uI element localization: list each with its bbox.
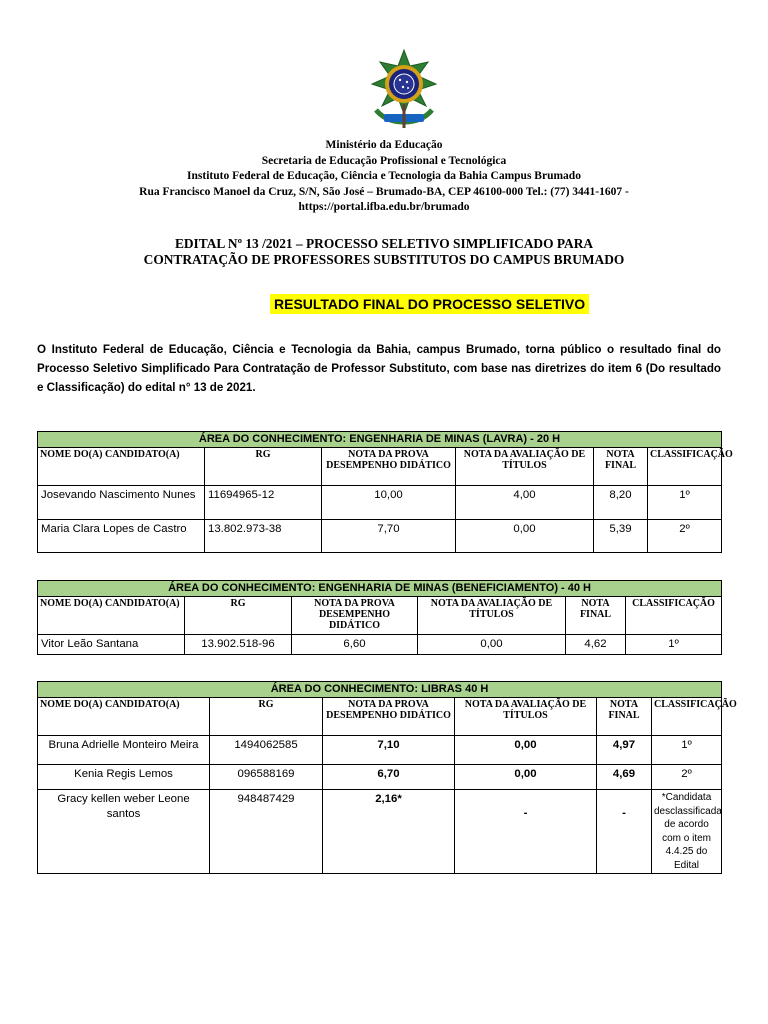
candidate-rg: 13.802.973-38: [205, 520, 322, 553]
candidate-rg: 13.902.518-96: [185, 635, 292, 655]
classification: 2º: [652, 765, 722, 790]
col-header-name: NOME DO(A) CANDIDATO(A): [38, 698, 210, 736]
score-titulos: 0,00: [455, 736, 597, 765]
score-final: 4,69: [597, 765, 652, 790]
candidate-rg: 948487429: [210, 790, 323, 874]
score-final: -: [597, 790, 652, 874]
col-header-titulos: NOTA DA AVALIAÇÃO DE TÍTULOS: [418, 597, 566, 635]
col-header-classificacao: CLASSIFICAÇÃO: [652, 698, 722, 736]
edital-title: [0, 236, 768, 267]
table-row: [38, 486, 722, 520]
score-final: 8,20: [594, 486, 648, 520]
candidate-name: Gracy kellen weber Leone santos: [38, 790, 210, 874]
candidate-name: Josevando Nascimento Nunes: [38, 486, 205, 520]
brazil-coat-of-arms-icon: [366, 48, 442, 132]
area-heading: ÁREA DO CONHECIMENTO: ENGENHARIA DE MINAS (BENEFICIAMENTO) - 40 H: [38, 581, 722, 597]
candidate-name: Bruna Adrielle Monteiro Meira: [38, 736, 210, 765]
score-didatico: 7,10: [323, 736, 455, 765]
col-header-name: NOME DO(A) CANDIDATO(A): [38, 448, 205, 486]
col-header-classificacao: CLASSIFICAÇÃO: [648, 448, 722, 486]
col-header-didatico: NOTA DA PROVA DESEMPENHO DIDÁTICO: [323, 698, 455, 736]
score-titulos: 4,00: [456, 486, 594, 520]
table-row: [38, 765, 722, 790]
classification: 1º: [626, 635, 722, 655]
edital-title-line1: EDITAL Nº 13 /2021 – PROCESSO SELETIVO SIMPLIFICADO PARA: [174, 236, 594, 251]
col-header-rg: RG: [210, 698, 323, 736]
score-didatico: 7,70: [322, 520, 456, 553]
score-titulos: -: [455, 790, 597, 874]
score-titulos: 0,00: [455, 765, 597, 790]
disqualification-note: *Candidata desclassificada de acordo com o item 4.4.25 do Edital: [652, 790, 722, 874]
score-final: 4,97: [597, 736, 652, 765]
candidate-rg: 096588169: [210, 765, 323, 790]
header-line-institute: Instituto Federal de Educação, Ciência e Tecnologia da Bahia Campus Brumado: [187, 170, 581, 182]
header-line-website: https://portal.ifba.edu.br/brumado: [298, 201, 470, 213]
col-header-rg: RG: [185, 597, 292, 635]
score-didatico: 6,60: [292, 635, 418, 655]
score-didatico: 6,70: [323, 765, 455, 790]
intro-paragraph: O Instituto Federal de Educação, Ciência e Tecnologia da Bahia, campus Brumado, torna público o resultado final do Processo Seletivo Simplificado Para Contratação de Professor Substituto, com base nas diretrizes do item 6 (Do resultado e Classificação) do edital n° 13 de 2021.: [37, 343, 721, 394]
header-line-secretariat: Secretaria de Educação Profissional e Tecnológica: [261, 154, 507, 167]
col-header-classificacao: CLASSIFICAÇÃO: [626, 597, 722, 635]
area-heading: ÁREA DO CONHECIMENTO: ENGENHARIA DE MINAS (LAVRA) - 20 H: [38, 432, 722, 448]
col-header-name: NOME DO(A) CANDIDATO(A): [38, 597, 185, 635]
candidate-rg: 1494062585: [210, 736, 323, 765]
col-header-final: NOTA FINAL: [594, 448, 648, 486]
header-line-ministry: Ministério da Educação: [325, 139, 443, 151]
area-heading: ÁREA DO CONHECIMENTO: LIBRAS 40 H: [38, 682, 722, 698]
table-row: [38, 520, 722, 553]
score-titulos: 0,00: [456, 520, 594, 553]
score-titulos: 0,00: [418, 635, 566, 655]
result-title: RESULTADO FINAL DO PROCESSO SELETIVO: [270, 294, 589, 314]
col-header-didatico: NOTA DA PROVA DESEMPENHO DIDÁTICO: [322, 448, 456, 486]
candidate-name: Maria Clara Lopes de Castro: [38, 520, 205, 553]
score-final: 5,39: [594, 520, 648, 553]
table-row: [38, 790, 722, 874]
score-didatico: 10,00: [322, 486, 456, 520]
table-row: [38, 635, 722, 655]
classification: 1º: [652, 736, 722, 765]
table-row: [38, 736, 722, 765]
col-header-didatico: NOTA DA PROVA DESEMPENHO DIDÁTICO: [292, 597, 418, 635]
candidate-name: Kenia Regis Lemos: [38, 765, 210, 790]
edital-title-line2: CONTRATAÇÃO DE PROFESSORES SUBSTITUTOS DO CAMPUS BRUMADO: [143, 251, 625, 267]
col-header-titulos: NOTA DA AVALIAÇÃO DE TÍTULOS: [455, 698, 597, 736]
classification: 2º: [648, 520, 722, 553]
col-header-titulos: NOTA DA AVALIAÇÃO DE TÍTULOS: [456, 448, 594, 486]
col-header-final: NOTA FINAL: [597, 698, 652, 736]
candidate-rg: 11694965-12: [205, 486, 322, 520]
header-line-address: Rua Francisco Manoel da Cruz, S/N, São José – Brumado-BA, CEP 46100-000 Tel.: (77) 3441-1607 -: [139, 185, 629, 198]
results-table-beneficiamento: [37, 580, 722, 655]
candidate-name: Vitor Leão Santana: [38, 635, 185, 655]
score-didatico: 2,16*: [323, 790, 455, 874]
col-header-rg: RG: [205, 448, 322, 486]
institution-header: [0, 138, 768, 216]
classification: 1º: [648, 486, 722, 520]
results-table-lavra: [37, 431, 733, 553]
col-header-final: NOTA FINAL: [566, 597, 626, 635]
score-final: 4,62: [566, 635, 626, 655]
results-table-libras: [37, 681, 737, 874]
